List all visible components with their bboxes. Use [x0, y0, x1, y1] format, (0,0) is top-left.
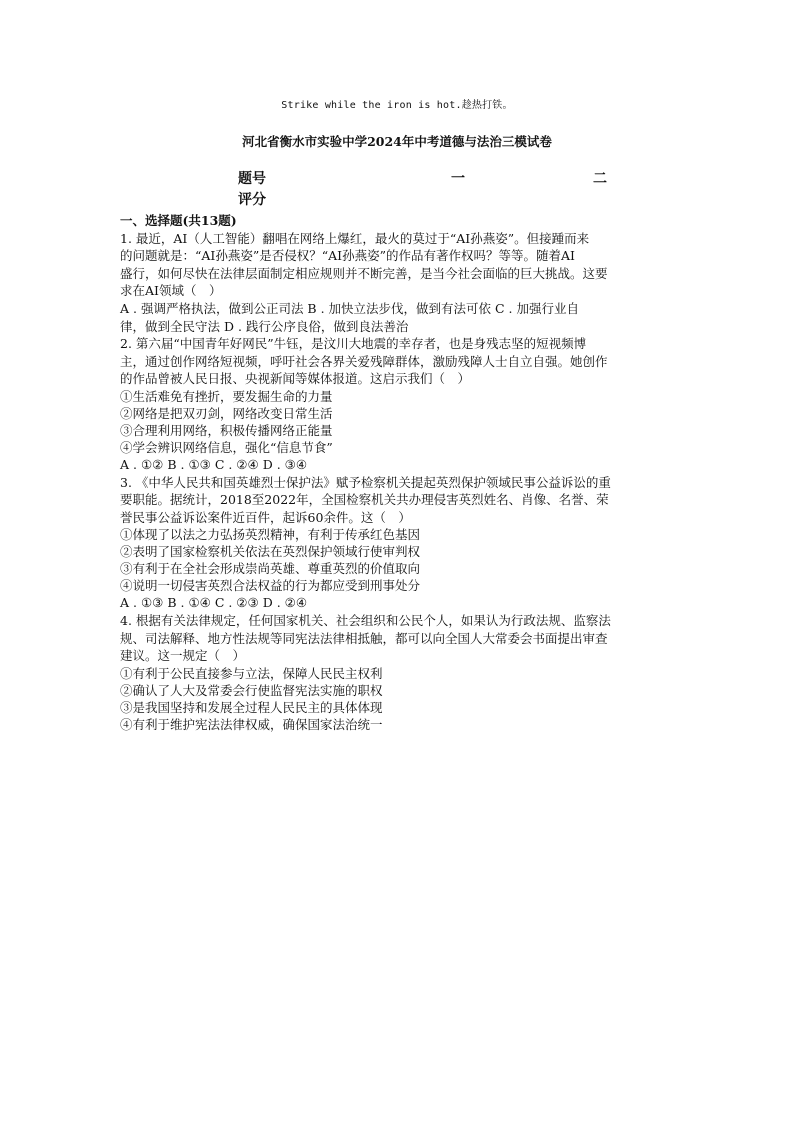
q2-answer-options: A . ①② B . ①③ C . ②④ D . ③④: [120, 456, 308, 472]
q3-answer-options: A . ①③ B . ①④ C . ②③ D . ②④: [120, 595, 308, 611]
q4-stem-line: 规、司法解释、地方性法规等同宪法法律相抵触，都可以向全国人大常委会书面提出审查: [120, 630, 608, 646]
q2-statement: ②网络是把双刃剑，网络改变日常生活: [120, 405, 333, 421]
q4-statement: ①有利于公民直接参与立法，保障人民民主权利: [120, 665, 383, 681]
q1-options-line: A . 强调严格执法，做到公正司法 B . 加快立法步伐，做到有法可依 C . 加强行业自: [120, 300, 579, 316]
q4-stem-line: 建议。这一规定（ ）: [120, 648, 246, 664]
q2-stem-line: 主，通过创作网络短视频，呼吁社会各界关爱残障群体，激励残障人士自立自强。她创作: [120, 353, 608, 369]
exam-title: 河北省衡水市实验中学2024年中考道德与法治三模试卷: [242, 134, 552, 149]
q1-stem-line: 盛行，如何尽快在法律层面制定相应规则并不断完善，是当今社会面临的巨大挑战。这要: [120, 265, 608, 281]
q3-statement: ④说明一切侵害英烈合法权益的行为都应受到刑事处分: [120, 578, 421, 594]
q2-stem-line: 的作品曾被人民日报、央视新闻等媒体报道。这启示我们（ ）: [120, 371, 471, 387]
question-1: [120, 230, 680, 336]
q3-stem-line: 誉民事公益诉讼案件近百件，起诉60余件。这（ ）: [120, 509, 411, 525]
q2-statement: ①生活难免有挫折，要发掘生命的力量: [120, 388, 333, 404]
question-4: [120, 612, 680, 733]
exam-body: [120, 212, 680, 733]
section-heading: 一、选择题(共13题): [120, 213, 237, 228]
q3-statement: ①体现了以法之力弘扬英烈精神，有利于传承红色基因: [120, 527, 421, 543]
header-motto: Strike while the iron is hot.趁热打铁。: [281, 100, 513, 111]
q1-stem-line: 的问题就是：“AI孙燕姿”是否侵权？“AI孙燕姿”的作品有著作权吗？等等。随着AI: [120, 248, 575, 264]
question-3: [120, 474, 680, 612]
q3-statement: ②表明了国家检察机关依法在英烈保护领域行使审判权: [120, 544, 421, 560]
q2-statement: ③合理利用网络，积极传播网络正能量: [120, 422, 333, 438]
score-table-row2-label: 评分: [238, 192, 266, 208]
q1-options-line: 律，做到全民守法 D . 践行公序良俗，做到良法善治: [120, 318, 409, 334]
question-2: [120, 335, 680, 473]
q4-statement: ③是我国坚持和发展全过程人民民主的具体体现: [120, 699, 383, 715]
score-table-col1: 一: [451, 171, 465, 187]
q4-statement: ②确认了人大及常委会行使监督宪法实施的职权: [120, 682, 383, 698]
q4-stem-line: 4. 根据有关法律规定，任何国家机关、社会组织和公民个人，如果认为行政法规、监察法: [120, 612, 611, 628]
q3-statement: ③有利于在全社会形成崇尚英雄、尊重英烈的价值取向: [120, 561, 421, 577]
q4-statement: ④有利于维护宪法法律权威，确保国家法治统一: [120, 716, 383, 732]
q3-stem-line: 3. 《中华人民共和国英雄烈士保护法》赋予检察机关提起英烈保护领域民事公益诉讼的重: [120, 474, 611, 490]
q3-stem-line: 要职能。据统计，2018至2022年，全国检察机关共办理侵害英烈姓名、肖像、名誉、荣: [120, 492, 609, 508]
q1-stem-line: 求在AI领域（ ）: [120, 283, 222, 299]
q1-stem-line: 1. 最近，AI（人工智能）翻唱在网络上爆红，最火的莫过于“AI孙燕姿”。但接踵而来: [120, 230, 590, 246]
score-table-col2: 二: [593, 171, 607, 187]
q2-stem-line: 2. 第六届“中国青年好网民”牛钰，是汶川大地震的幸存者，也是身残志坚的短视频博: [120, 336, 587, 352]
q2-statement: ④学会辨识网络信息，强化“信息节食”: [120, 439, 333, 455]
score-table-row1-label: 题号: [238, 171, 266, 187]
